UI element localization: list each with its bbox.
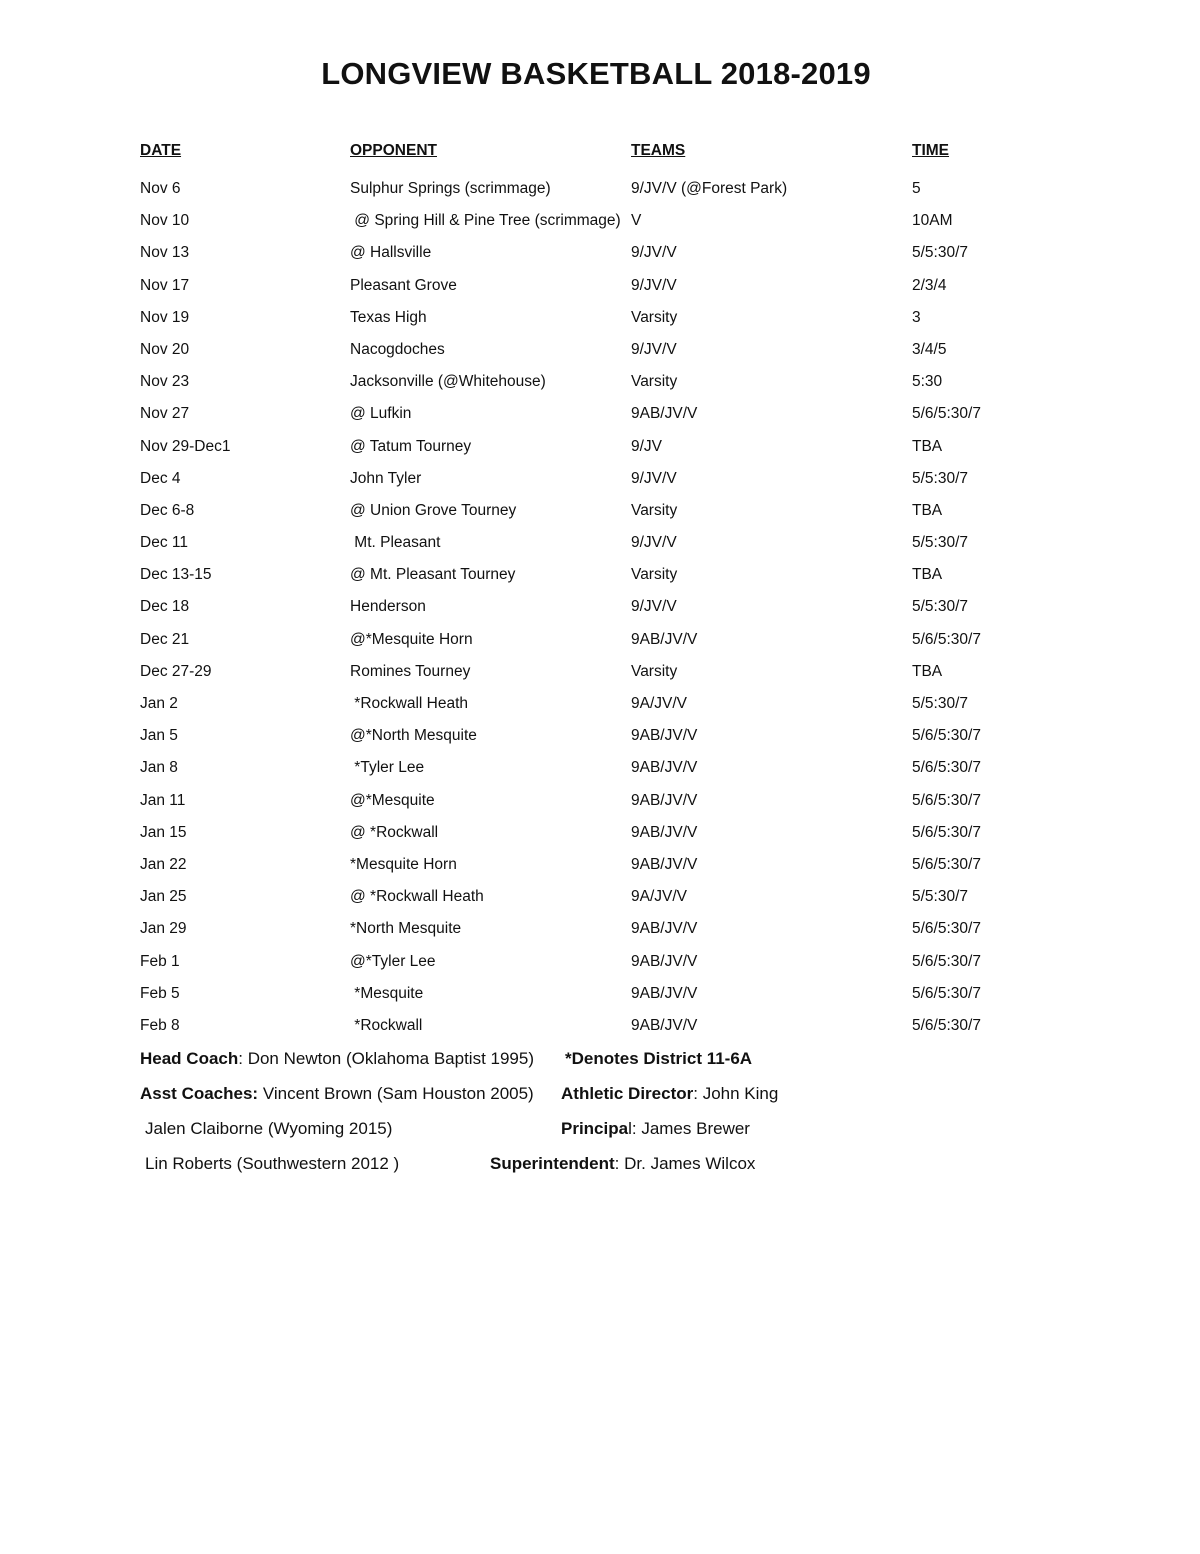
game-date: Jan 15 [140, 823, 187, 841]
game-date: Jan 22 [140, 855, 187, 873]
game-opponent: *Mesquite [350, 984, 424, 1002]
table-row [0, 240, 1200, 272]
table-row [0, 369, 1200, 401]
game-teams: 9/JV/V [631, 340, 677, 358]
district-note [565, 1049, 752, 1069]
page-title: LONGVIEW BASKETBALL 2018-2019 [321, 56, 871, 91]
game-time: 5/5:30/7 [912, 888, 969, 906]
game-date: Dec 4 [140, 469, 181, 487]
game-date: Nov 13 [140, 244, 190, 262]
table-row [0, 434, 1200, 466]
game-time: 5 [912, 180, 921, 197]
game-date: Jan 2 [140, 695, 178, 712]
asst-coach-3: Lin Roberts (Southwestern 2012 ) [145, 1154, 400, 1173]
game-opponent: Pleasant Grove [350, 276, 457, 294]
principal-label: Principa [561, 1119, 629, 1138]
game-teams: V [631, 212, 642, 230]
game-time: 5/5:30/7 [912, 598, 969, 616]
game-opponent: @ Spring Hill & Pine Tree (scrimmage) [350, 212, 621, 230]
game-opponent: *Rockwall [350, 1016, 423, 1034]
game-time: TBA [912, 662, 943, 680]
table-row [0, 337, 1200, 369]
game-time: 5/5:30/7 [912, 469, 969, 487]
table-row [0, 981, 1200, 1013]
game-opponent: *Mesquite Horn [350, 855, 457, 873]
game-teams: 9AB/JV/V [631, 1016, 698, 1034]
game-date: Nov 29-Dec1 [140, 437, 231, 455]
table-row [0, 723, 1200, 755]
table-row [0, 498, 1200, 530]
game-date: Dec 11 [140, 534, 188, 552]
game-teams: 9/JV/V (@Forest Park) [631, 180, 788, 197]
game-opponent: Nacogdoches [350, 340, 445, 358]
game-opponent: @*Tyler Lee [350, 952, 436, 970]
game-opponent: @ Mt. Pleasant Tourney [350, 566, 516, 584]
game-opponent: *Rockwall Heath [350, 695, 469, 712]
table-row [0, 627, 1200, 659]
game-time: 5/6/5:30/7 [912, 759, 981, 777]
table-row [0, 1013, 1200, 1045]
game-teams: Varsity [631, 662, 678, 680]
game-date: Nov 10 [140, 212, 190, 230]
game-time: 5/6/5:30/7 [912, 823, 981, 841]
game-opponent: John Tyler [350, 469, 422, 487]
game-teams: 9AB/JV/V [631, 630, 698, 648]
game-teams: Varsity [631, 373, 678, 391]
district-note-text: *Denotes District 11-6A [565, 1049, 753, 1068]
header-teams: TEAMS [631, 142, 686, 159]
table-row [0, 305, 1200, 337]
athletic-director-line [561, 1084, 778, 1104]
game-teams: 9AB/JV/V [631, 984, 698, 1002]
asst-coaches-label: Asst Coaches: [140, 1084, 259, 1103]
table-row [0, 691, 1200, 723]
game-time: 5/6/5:30/7 [912, 727, 981, 745]
game-teams: 9AB/JV/V [631, 823, 698, 841]
game-date: Jan 29 [140, 920, 187, 938]
asst-coaches-value: Vincent Brown (Sam Houston 2005) [258, 1084, 534, 1103]
superintendent-line [490, 1154, 755, 1174]
game-opponent: @*Mesquite Horn [350, 630, 473, 648]
game-opponent: @ Lufkin [350, 405, 412, 423]
game-time: 2/3/4 [912, 276, 947, 294]
game-date: Feb 5 [140, 984, 180, 1002]
game-teams: 9AB/JV/V [631, 952, 698, 970]
game-opponent: Texas High [350, 308, 427, 326]
schedule-table [0, 176, 1200, 1045]
game-opponent: @ Union Grove Tourney [350, 501, 517, 519]
game-date: Nov 27 [140, 405, 190, 423]
table-row [0, 852, 1200, 884]
game-opponent: @ Hallsville [350, 244, 432, 262]
head-coach-value: : Don Newton (Oklahoma Baptist 1995) [238, 1049, 535, 1068]
game-time: 5/6/5:30/7 [912, 855, 981, 873]
table-row [0, 594, 1200, 626]
game-time: TBA [912, 501, 943, 519]
table-row [0, 820, 1200, 852]
game-opponent: Mt. Pleasant [350, 534, 441, 552]
game-teams: 9A/JV/V [631, 888, 687, 906]
game-time: 5/6/5:30/7 [912, 984, 981, 1002]
game-date: Dec 13-15 [140, 566, 212, 584]
game-teams: 9AB/JV/V [631, 855, 698, 873]
table-row [0, 916, 1200, 948]
game-time: 5/6/5:30/7 [912, 405, 981, 423]
game-time: 5/6/5:30/7 [912, 952, 981, 970]
game-opponent: Romines Tourney [350, 662, 471, 680]
superintendent-label: Superintendent [490, 1154, 615, 1173]
game-time: 3 [912, 308, 921, 326]
game-teams: Varsity [631, 566, 678, 584]
header-time: TIME [912, 142, 950, 159]
game-date: Jan 25 [140, 888, 187, 906]
table-row [0, 466, 1200, 498]
principal-line [561, 1119, 750, 1139]
game-date: Jan 11 [140, 791, 186, 809]
game-time: 5:30 [912, 373, 943, 391]
game-time: 5/6/5:30/7 [912, 920, 981, 938]
table-row [0, 949, 1200, 981]
game-time: 5/6/5:30/7 [912, 791, 981, 809]
game-time: 3/4/5 [912, 340, 947, 358]
game-teams: 9AB/JV/V [631, 791, 698, 809]
table-row [0, 208, 1200, 240]
game-date: Jan 8 [140, 759, 178, 777]
table-row [0, 755, 1200, 787]
athletic-director-label: Athletic Director [561, 1084, 694, 1103]
game-teams: 9AB/JV/V [631, 920, 698, 938]
game-date: Dec 27-29 [140, 662, 212, 680]
asst-coach-2: Jalen Claiborne (Wyoming 2015) [145, 1119, 393, 1138]
game-teams: 9/JV/V [631, 598, 677, 616]
game-teams: 9A/JV/V [631, 695, 687, 712]
game-opponent: @*Mesquite [350, 791, 435, 809]
table-row [0, 530, 1200, 562]
table-row [0, 659, 1200, 691]
game-time: 5/5:30/7 [912, 695, 969, 712]
game-opponent: @ Tatum Tourney [350, 437, 472, 455]
game-time: TBA [912, 437, 943, 455]
game-opponent: @ *Rockwall [350, 823, 439, 841]
game-date: Jan 5 [140, 727, 178, 745]
game-date: Feb 8 [140, 1016, 180, 1034]
game-date: Nov 20 [140, 340, 190, 358]
table-row [0, 176, 1200, 208]
game-opponent: *North Mesquite [350, 920, 462, 938]
table-row [0, 884, 1200, 916]
header-opponent: OPPONENT [350, 142, 437, 159]
game-opponent: @ *Rockwall Heath [350, 888, 484, 906]
game-teams: 9AB/JV/V [631, 405, 698, 423]
game-teams: 9AB/JV/V [631, 727, 698, 745]
game-opponent: Sulphur Springs (scrimmage) [350, 180, 551, 197]
asst-coaches-line [140, 1084, 534, 1104]
game-date: Dec 18 [140, 598, 190, 616]
game-date: Nov 19 [140, 308, 190, 326]
game-teams: 9/JV/V [631, 469, 677, 487]
table-row [0, 273, 1200, 305]
game-date: Dec 6-8 [140, 501, 195, 519]
game-date: Nov 6 [140, 180, 181, 197]
game-opponent: Henderson [350, 598, 426, 616]
game-teams: Varsity [631, 308, 678, 326]
game-teams: 9/JV/V [631, 534, 677, 552]
game-opponent: @*North Mesquite [350, 727, 477, 745]
game-date: Feb 1 [140, 952, 180, 970]
superintendent-value: : Dr. James Wilcox [614, 1154, 756, 1173]
game-teams: 9/JV/V [631, 276, 677, 294]
game-teams: 9/JV [631, 437, 663, 455]
head-coach-line [140, 1049, 534, 1069]
header-date: DATE [140, 142, 182, 159]
table-row [0, 788, 1200, 820]
principal-value: l: James Brewer [628, 1119, 750, 1138]
game-opponent: *Tyler Lee [350, 759, 425, 777]
game-teams: Varsity [631, 501, 678, 519]
game-time: TBA [912, 566, 943, 584]
table-row [0, 562, 1200, 594]
game-time: 5/6/5:30/7 [912, 630, 981, 648]
game-time: 5/5:30/7 [912, 244, 969, 262]
game-teams: 9/JV/V [631, 244, 677, 262]
game-time: 5/6/5:30/7 [912, 1016, 981, 1034]
head-coach-label: Head Coach [140, 1049, 239, 1068]
game-date: Nov 17 [140, 276, 190, 294]
game-date: Dec 21 [140, 630, 190, 648]
game-teams: 9AB/JV/V [631, 759, 698, 777]
game-opponent: Jacksonville (@Whitehouse) [350, 373, 546, 391]
table-row [0, 401, 1200, 433]
game-time: 5/5:30/7 [912, 534, 969, 552]
game-date: Nov 23 [140, 373, 190, 391]
game-time: 10AM [912, 212, 953, 230]
athletic-director-value: : John King [693, 1084, 779, 1103]
